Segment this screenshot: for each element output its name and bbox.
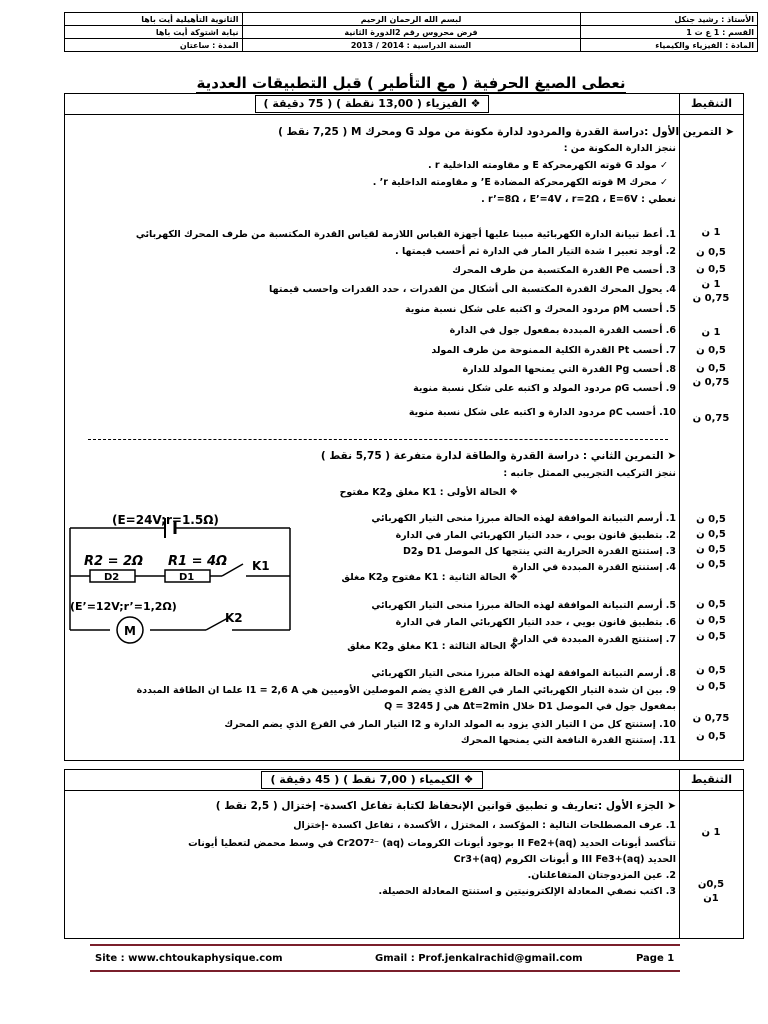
ex1-question-points: 1 ن: [701, 227, 721, 238]
chem-part1-title: ➤ الجزء الأول :تعاريف و تطبيق قوانين الإنحفاظ لكتابة تفاعل اكسدة- إختزال ( 2,5 نقط ): [215, 800, 676, 812]
ex1-question-points: 0,5 ن: [696, 247, 726, 258]
ex1-question-points: 0,5 ن: [696, 264, 726, 275]
ex1-question-points: 0,5 ن: [696, 363, 726, 374]
header-duration: المدة : ساعتان: [65, 39, 243, 52]
ex2-question-points: 0,5 ن: [696, 544, 726, 555]
ex1-question: 3. أحسب Pe القدرة المكتسبة من طرف المحرك: [452, 265, 676, 276]
chem-points-2: 0,5ن: [697, 879, 725, 890]
physics-heading: [65, 94, 679, 114]
footer-site: Site : www.chtoukaphysique.com: [95, 953, 283, 964]
ex1-question: 1. أعط تبيانة الدارة الكهربائية مبينا عليها أجهزة القياس اللازمة لقياس القدرة المكتسبة من طرف المحرك الكهربائي: [135, 229, 676, 240]
chem-grading-column-divider: [679, 770, 680, 938]
ex2-question-points: 0,5 ن: [696, 559, 726, 570]
ex2-question-points: 0,5 ن: [696, 599, 726, 610]
main-title-text: نعطى الصيغ الحرفية ( مع التأطير ) قبل التطبيقات العددية: [196, 74, 626, 92]
chem-points-3: 1ن: [703, 893, 719, 904]
header-class: القسم : 1 ع ت 1: [580, 26, 758, 39]
footer-page: Page 1: [636, 953, 675, 964]
ex2-question: 8. أرسم التبيانة الموافقة لهذه الحالة مبرزا منحى التيار الكهربائي: [371, 668, 676, 679]
ex1-question-points: 0,75 ن: [692, 413, 730, 424]
header-exam: فرض محروس رقم 2الدورة الثانية: [242, 26, 580, 39]
ex1-question: 7. أحسب Pt القدرة الكلية الممنوحة من طرف المولد: [431, 345, 676, 356]
grading-column-divider: [679, 94, 680, 760]
ex2-question-points: 0,75 ن: [692, 713, 730, 724]
ex1-question: 4. يحول المحرك القدرة المكتسبة الى أشكال من القدرات ، حدد القدرات واحسب قيمتها: [269, 284, 676, 295]
ex1-item-motor: ✓ محرك M قوته الكهرمحركة المضادة E’ و مقاومته الداخلية r’ .: [372, 177, 668, 188]
ex2-question-points: 0,5 ن: [696, 514, 726, 525]
header-table: [64, 12, 758, 52]
ex1-question-points: 1 ن: [701, 279, 721, 290]
ex1-question: 2. أوجد تعبير I شدة التيار المار في الدارة ثم أحسب قيمتها .: [395, 246, 676, 257]
ex2-question-points: 0,5 ن: [696, 681, 726, 692]
chem-points-1: 1 ن: [701, 827, 721, 838]
ex1-item-generator: ✓ مولد G قوته الكهرمحركة E و مقاومته الداخلية r .: [427, 160, 668, 171]
circuit-d1-label: D1: [179, 572, 195, 583]
header-teacher: الأستاذ : رشيد جنكل: [580, 13, 758, 26]
ex1-question-points: 0,75 ن: [692, 377, 730, 388]
ex2-question: 11. إستنتج القدرة النافعة التي يمنحها المحرك: [460, 735, 676, 746]
circuit-diagram: [60, 508, 310, 648]
ex1-question: 8. أحسب Pg القدرة التي يمنحها المولد للدارة: [462, 364, 676, 375]
footer-rule-bottom: [90, 970, 680, 972]
chem-q2: 2. عين المزدوجتان المتفاعلتان.: [527, 870, 676, 881]
ex1-question: 9. أحسب ρG مردود المولد و اكتبه على شكل نسبة منوية: [413, 383, 676, 394]
ex2-case3: ❖ الحالة الثالثة : K1 مغلق وK2 مغلق: [347, 641, 518, 652]
circuit-r1-label: R1 = 4Ω: [168, 554, 228, 569]
ex1-intro: ننجز الدارة المكونة من :: [563, 143, 676, 154]
ex2-question: 10. إستنتج كل من I التيار الذي يزود به المولد الدارة و I2 التيار المار في الفرع الذي يضم المحرك: [224, 719, 676, 730]
ex1-question: 6. أحسب القدرة المبددة بمفعول جول في الدارة: [449, 325, 676, 336]
chem-q1c: الحديد III Fe3+(aq) و أيونات الكروم Cr3+(aq): [453, 854, 676, 865]
header-year: السنة الدراسية : 2014 / 2013: [242, 39, 580, 52]
chemistry-heading: [65, 770, 679, 790]
chem-q1b: تتأكسد أيونات الحديد II Fe2+(aq) بوجود أيونات الكرومات Cr2O7²⁻ (aq) في وسط محمض لتعطيا أيونات: [188, 838, 676, 849]
ex2-question: 5. أرسم التبيانة الموافقة لهذه الحالة مبرزا منحى التيار الكهربائي: [371, 600, 676, 611]
circuit-motor-m: M: [124, 624, 136, 638]
chem-q3: 3. اكتب نصفي المعادلة الإلكترونيتين و استنتج المعادلة الحصيلة.: [378, 886, 676, 897]
ex2-question-points: 0,5 ن: [696, 529, 726, 540]
ex2-question: 4. إستنتج القدرة المبددة في الدارة: [512, 562, 676, 573]
ex2-question: 1. أرسم التبيانة الموافقة لهذه الحالة مبرزا منحى التيار الكهربائي: [371, 513, 676, 524]
circuit-generator-label: (E=24V;r=1.5Ω): [112, 513, 219, 527]
exercise-separator: [88, 439, 668, 440]
ex1-question: 10. أحسب ρC مردود الدارة و اكتبه على شكل نسبة منوية: [408, 407, 676, 418]
ex2-question: 7. إستنتج القدرة المبددة في الدارة: [512, 634, 676, 645]
ex2-question-points: 0,5 ن: [696, 615, 726, 626]
chemistry-grading-label: التنقيط: [690, 773, 733, 786]
footer-rule-top: [90, 944, 680, 946]
header-row-divider: [65, 114, 743, 115]
chem-header-row-divider: [65, 790, 743, 791]
ex1-question: 5. أحسب ρM مردود المحرك و اكتبه على شكل نسبة منوية: [405, 304, 676, 315]
ex2-question: 3. إستنتج القدرة الحرارية التي ينتجها كل الموصل D1 وD2: [403, 546, 676, 557]
ex1-question-points: 0,5 ن: [696, 345, 726, 356]
circuit-motor-label: (E’=12V;r’=1,2Ω): [70, 600, 177, 613]
ex2-question-points: 0,5 ن: [696, 665, 726, 676]
ex2-case1: ❖ الحالة الأولى : K1 مغلق وK2 مفتوح: [339, 487, 518, 498]
chemistry-heading-text: ❖ الكيمياء ( 7,00 نقط ) ( 45 دقيقة ): [261, 771, 482, 789]
ex1-given: نعطي : r’=8Ω ، E’=4V ، r=2Ω ، E=6V .: [481, 194, 676, 205]
circuit-r2-label: R2 = 2Ω: [84, 554, 144, 569]
ex2-question-points: 0,5 ن: [696, 631, 726, 642]
ex2-question: بمفعول جول في الموصل D1 خلال Δt=2min هي Q = 3245 J: [384, 701, 676, 712]
physics-heading-text: ❖ الفيزياء ( 13,00 نقطة ) ( 75 دقيقة ): [255, 95, 490, 113]
ex1-title: ➤ التمرين الأول :دراسة القدرة والمردود لدارة مكونة من مولد G ومحرك M ( 7,25 نقط ): [278, 126, 734, 138]
circuit-k2-label: K2: [225, 611, 243, 625]
ex2-question: 2. بتطبيق قانون بويي ، حدد التيار الكهربائي المار في الدارة: [395, 530, 676, 541]
ex2-question: 6. بتطبيق قانون بويي ، حدد التيار الكهربائي المار في الدارة: [395, 617, 676, 628]
header-bismillah: لبسم الله الرحمان الرحيم: [242, 13, 580, 26]
header-subject: المادة : الفيزياء والكيمياء: [580, 39, 758, 52]
ex2-title: ➤ التمرين الثاني : دراسة القدرة والطاقة لدارة متفرعة ( 5,75 نقط ): [320, 450, 676, 462]
circuit-k1-label: K1: [252, 559, 270, 573]
ex2-intro: ننجز التركيب التجريبي الممثل جانبه :: [503, 468, 676, 479]
chem-q1: 1. عرف المصطلحات التالية : المؤكسد ، المختزل ، الأكسدة ، تفاعل اكسدة -إختزال: [293, 820, 676, 831]
ex2-case2: ❖ الحالة الثانية : K1 مفتوح وK2 مغلق: [341, 572, 518, 583]
ex2-question: 9. بين ان شدة التيار الكهربائي المار في الفرع الذي يضم الموصلين الأوميين هي I1 = 2,6 A علما ان الطاقة المبددة: [136, 685, 676, 696]
physics-grading-label: التنقيط: [690, 97, 733, 110]
header-directorate: نيابة اشتوكة أيت باها: [65, 26, 243, 39]
ex1-question-points: 0,75 ن: [692, 293, 730, 304]
main-title: [64, 74, 758, 92]
ex2-question-points: 0,5 ن: [696, 731, 726, 742]
circuit-d2-label: D2: [104, 572, 120, 583]
footer-gmail: Gmail : Prof.jenkalrachid@gmail.com: [375, 953, 583, 964]
header-school: الثانوية التأهيلية أيت باها: [65, 13, 243, 26]
ex1-question-points: 1 ن: [701, 327, 721, 338]
